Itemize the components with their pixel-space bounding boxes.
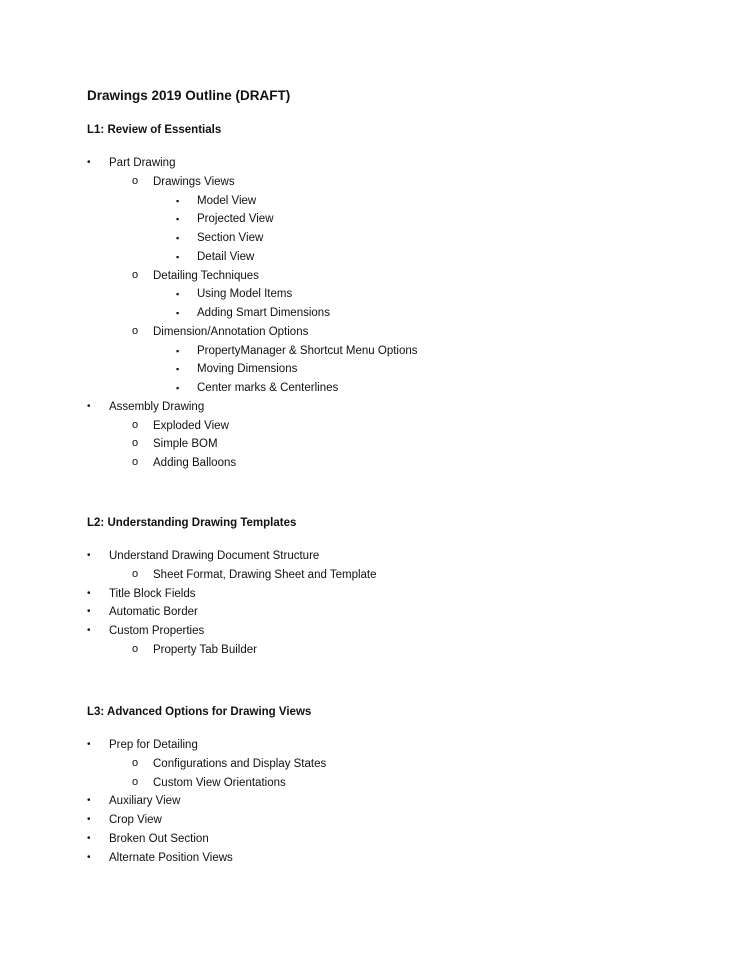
bullet-marker: • <box>87 625 91 636</box>
bullet-marker: • <box>87 606 91 618</box>
list-item <box>132 567 377 582</box>
bullet-marker: • <box>87 832 91 844</box>
list-item-text: PropertyManager & Shortcut Menu Options <box>197 344 418 357</box>
list-item-text: Custom View Orientations <box>153 776 286 789</box>
bullet-marker: o <box>132 437 139 450</box>
list-item <box>87 156 176 170</box>
list-item-text: Part Drawing <box>109 157 176 169</box>
list-item-text: Adding Balloons <box>153 457 237 469</box>
list-item-text: Custom Properties <box>109 625 205 637</box>
list-item-text: Projected View <box>197 213 274 226</box>
list-item-text: Sheet Format, Drawing Sheet and Template <box>153 568 377 581</box>
bullet-marker: ▪ <box>176 251 180 262</box>
list-item-text: Exploded View <box>153 419 229 432</box>
section-heading: L2: Understanding Drawing Templates <box>87 517 297 529</box>
bullet-marker: o <box>132 756 139 769</box>
list-item-text: Adding Smart Dimensions <box>197 307 330 319</box>
section-heading: L1: Review of Essentials <box>87 124 222 136</box>
bullet-marker: o <box>132 174 139 187</box>
list-item-text: Using Model Items <box>197 288 293 301</box>
bullet-marker: ▪ <box>176 289 180 300</box>
list-item <box>87 587 196 601</box>
bullet-marker: • <box>87 400 91 412</box>
list-item <box>87 794 181 808</box>
list-item <box>132 324 309 339</box>
list-item <box>176 287 293 301</box>
list-item-text: Moving Dimensions <box>197 363 298 376</box>
list-item-text: Section View <box>197 232 264 244</box>
list-item <box>176 194 257 208</box>
bullet-marker: • <box>87 851 91 863</box>
bullet-marker: o <box>132 567 139 580</box>
bullet-marker: • <box>87 795 91 807</box>
list-item <box>132 456 237 470</box>
list-item <box>176 362 298 376</box>
list-item-text: Broken Out Section <box>109 832 209 845</box>
list-item-text: Alternate Position Views <box>109 851 233 864</box>
bullet-marker: ▪ <box>176 195 180 206</box>
list-item <box>132 775 286 790</box>
section-heading: L3: Advanced Options for Drawing Views <box>87 706 312 718</box>
bullet-marker: o <box>132 268 139 281</box>
bullet-marker: • <box>87 814 91 825</box>
list-item <box>176 212 274 226</box>
bullet-marker: • <box>87 739 91 750</box>
list-item-text: Automatic Border <box>109 606 198 619</box>
list-item-text: Configurations and Display States <box>153 757 327 770</box>
list-item <box>87 624 205 638</box>
list-item <box>176 344 418 358</box>
list-item <box>176 381 339 395</box>
list-item <box>87 813 162 827</box>
list-item-text: Prep for Detailing <box>109 739 198 751</box>
list-item <box>132 418 229 433</box>
list-item-text: Model View <box>197 194 257 207</box>
list-item <box>87 832 209 846</box>
list-item-text: Simple BOM <box>153 438 218 451</box>
list-item <box>132 642 257 657</box>
bullet-marker: o <box>132 775 139 788</box>
list-item-text: Center marks & Centerlines <box>197 382 339 394</box>
bullet-marker: ▪ <box>176 364 180 375</box>
bullet-marker: o <box>132 642 139 655</box>
list-item <box>176 306 330 320</box>
list-item-text: Detail View <box>197 250 255 263</box>
list-item <box>87 605 198 619</box>
list-item <box>87 400 205 414</box>
bullet-marker: o <box>132 456 139 468</box>
bullet-marker: o <box>132 418 139 431</box>
list-item-text: Detailing Techniques <box>153 269 259 282</box>
bullet-marker: • <box>87 587 91 599</box>
list-item <box>132 437 218 451</box>
bullet-marker: • <box>87 157 91 168</box>
list-item <box>87 549 320 563</box>
bullet-marker: ▪ <box>176 214 180 225</box>
bullet-marker: ▪ <box>176 233 180 243</box>
list-item <box>132 756 327 771</box>
list-item <box>132 174 235 189</box>
list-item-text: Assembly Drawing <box>109 400 205 413</box>
bullet-marker: ▪ <box>176 383 180 393</box>
list-item-text: Auxiliary View <box>109 795 181 808</box>
list-item-text: Dimension/Annotation Options <box>153 325 309 338</box>
list-item-text: Crop View <box>109 814 162 826</box>
list-item <box>132 268 259 283</box>
list-item <box>176 231 264 245</box>
list-item <box>87 851 233 865</box>
list-item-text: Title Block Fields <box>109 587 196 600</box>
bullet-marker: • <box>87 550 91 561</box>
document-title: Drawings 2019 Outline (DRAFT) <box>87 88 291 103</box>
bullet-marker: ▪ <box>176 345 180 356</box>
list-item-text: Drawings Views <box>153 175 235 188</box>
list-item-text: Property Tab Builder <box>153 643 257 656</box>
list-item-text: Understand Drawing Document Structure <box>109 550 320 562</box>
bullet-marker: o <box>132 324 139 337</box>
list-item <box>87 738 198 752</box>
bullet-marker: ▪ <box>176 308 180 318</box>
list-item <box>176 250 255 264</box>
